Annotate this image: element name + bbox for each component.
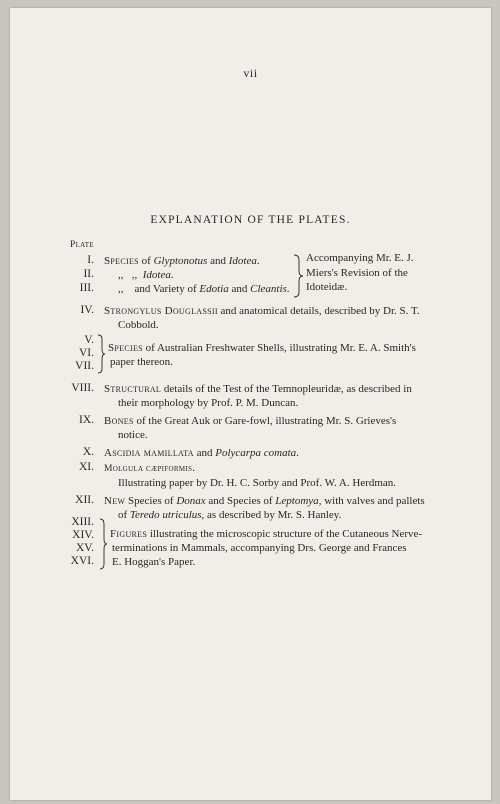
plate-entry-11: Molgula cæpiformis. Illustrating paper by Dr. H. C. Sorby and Prof. W. A. Herdman. [104, 462, 397, 489]
plate-entry-8: Structural details of the Test of the Temnopleuridæ, as described in their morphology by Prof. P. M. Duncan. [104, 383, 412, 409]
plate-number-8: VIII. [71, 382, 94, 394]
plate-number-3: III. [79, 282, 94, 294]
page-number: vii [243, 66, 258, 80]
plate-entry-2: ,, ,, Idotea. [118, 269, 174, 281]
accompanying-note: Accompanying Mr. E. J. Miers's Revision of the Idoteidæ. [306, 252, 414, 293]
plate-numbers-5-7: V. VI. VII. [75, 334, 94, 372]
plate-number-9: IX. [78, 414, 94, 426]
plate-entry-1: Species of Glyptonotus and Idotea. [104, 255, 260, 267]
plate-entry-9: Bones of the Great Auk or Gare-fowl, illustrating Mr. S. Grieves's notice. [104, 415, 397, 441]
plate-numbers-13-16: XIII. XIV. XV. XVI. [70, 516, 94, 567]
plate-entry-12: New Species of Donax and Species of Leptomya, with valves and pallets of Teredo utriculus, as described by Mr. S. Hanley. [104, 495, 425, 521]
plate-entry-4: Strongylus Douglassii and anatomical details, described by Dr. S. T. Cobbold. [104, 305, 420, 331]
plate-column-header: Plate [70, 240, 94, 250]
left-brace-icon [96, 334, 106, 374]
section-title: EXPLANATION OF THE PLATES. [150, 214, 351, 226]
plate-number-10: X. [82, 446, 94, 458]
plate-entry-10: Ascidia mamillata and Polycarpa comata. [104, 447, 299, 459]
plate-number-2: II. [83, 268, 94, 280]
plate-entry-5-7: Species of Australian Freshwater Shells, illustrating Mr. E. A. Smith's paper thereon. [108, 342, 416, 368]
left-brace-icon [98, 518, 108, 570]
plate-entry-3: ,, and Variety of Edotia and Cleantis. [118, 283, 290, 295]
plate-number-11: XI. [78, 461, 94, 473]
plate-number-1: I. [87, 254, 94, 266]
plate-number-4: IV. [80, 304, 94, 316]
entry-keyword: Species [104, 255, 139, 267]
book-page [10, 8, 491, 800]
plate-entry-13-16: Figures illustrating the microscopic structure of the Cutaneous Nerve- terminations in Mammals, accompanying Drs. George and Frances E. Hoggan's Paper. [110, 528, 423, 568]
right-brace-icon [292, 254, 304, 298]
plate-number-12: XII. [75, 494, 94, 506]
